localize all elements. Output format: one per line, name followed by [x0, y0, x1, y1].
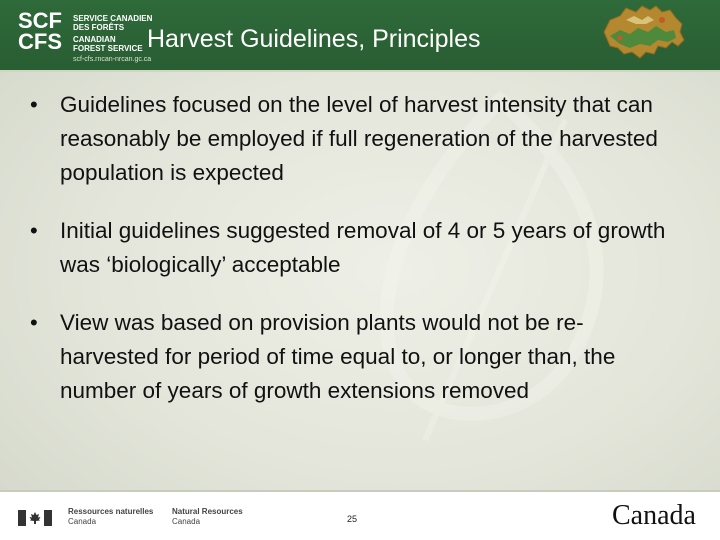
- canada-map-icon: [596, 2, 688, 68]
- bullet-item: [30, 88, 670, 190]
- canada-wordmark: Canada: [612, 500, 696, 531]
- bullet-marker: •: [30, 218, 38, 243]
- canada-flag-icon: [18, 510, 52, 526]
- dept-fr-line1: Ressources naturelles: [68, 507, 154, 516]
- logo-name-fr-line1: SERVICE CANADIEN: [73, 14, 153, 23]
- bullet-marker: •: [30, 92, 38, 117]
- logo-url: scf-cfs.rncan-nrcan.gc.ca: [73, 56, 152, 63]
- header-divider: [0, 70, 720, 72]
- logo-name-fr-line2: DES FORÊTS: [73, 23, 125, 32]
- dept-en-line2: Canada: [172, 517, 201, 526]
- slide-title: Harvest Guidelines, Principles: [147, 25, 481, 53]
- dept-en-line1: Natural Resources: [172, 507, 243, 516]
- logo-name-en-line2: FOREST SERVICE: [73, 44, 143, 53]
- logo-abbr-fr: SCF: [18, 8, 62, 33]
- bullet-text: Initial guidelines suggested removal of 4 or 5 years of growth was ‘biologically’ acceptable: [60, 218, 666, 277]
- bullet-item: [30, 214, 670, 282]
- footer: [0, 490, 720, 540]
- bullet-text: Guidelines focused on the level of harvest intensity that can reasonably be employed if full regeneration of the harvested population is expected: [60, 92, 658, 185]
- bullet-item: [30, 306, 670, 408]
- logo-abbr-en: CFS: [18, 29, 62, 54]
- dept-name-fr: [68, 507, 153, 527]
- header-band: [0, 0, 720, 72]
- bullet-list: [30, 88, 670, 408]
- dept-name-en: [172, 507, 243, 527]
- logo-name-en-line1: CANADIAN: [73, 35, 116, 44]
- page-number: 25: [347, 514, 358, 524]
- dept-fr-line2: Canada: [68, 517, 97, 526]
- bullet-marker: •: [30, 310, 38, 335]
- bullet-text: View was based on provision plants would not be re-harvested for period of time equal to, or longer than, the number of years of growth extensions removed: [60, 310, 616, 403]
